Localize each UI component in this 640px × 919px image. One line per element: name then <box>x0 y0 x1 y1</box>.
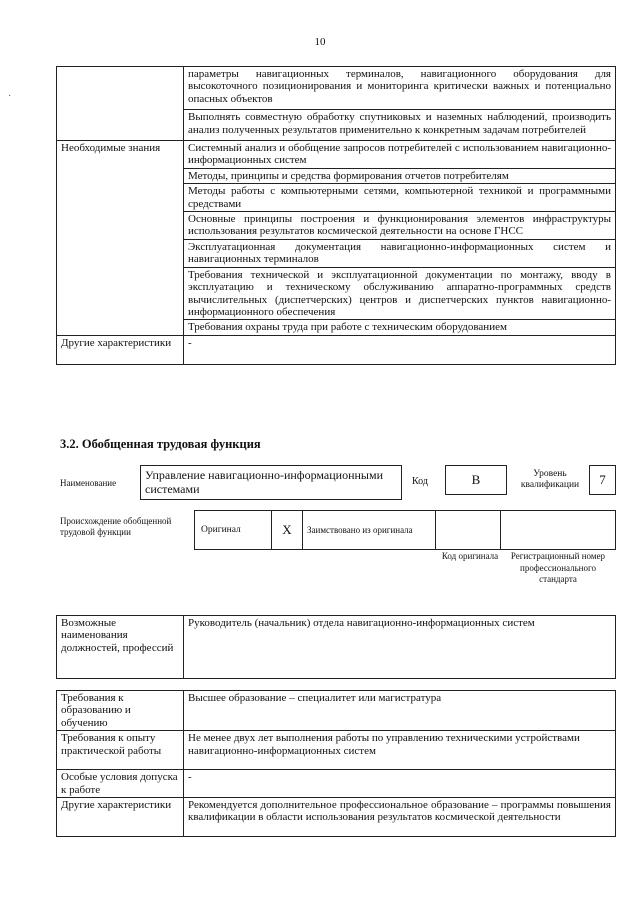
experience-label: Требования к опыту практической работы <box>57 731 184 770</box>
name-value: Управление навигационно-информационными системами <box>140 465 402 500</box>
knowledge-table <box>56 66 616 365</box>
table-row <box>57 67 616 110</box>
table-row <box>57 616 616 679</box>
table-cell: Требования технической и эксплуатационной документации по монтажу, вводу в эксплуатацию и техническому обслуживанию аппаратно-программных средств вычислительных (диспетчерских) центров и диспетчерских пунктов навигационно-информационного обеспечения <box>184 267 616 320</box>
table-row <box>57 770 616 798</box>
margin-mark: · <box>8 91 12 102</box>
conditions-label: Особые условия допуска к работе <box>57 770 184 798</box>
table-row <box>57 335 616 364</box>
experience-value: Не менее двух лет выполнения работы по управлению техническими устройствами навигационно-информационных систем <box>184 731 616 770</box>
level-label: Уровень квалификации <box>520 469 580 490</box>
table-cell: Эксплуатационная документация навигационно-информационных систем и навигационных терминалов <box>184 239 616 267</box>
positions-value: Руководитель (начальник) отдела навигационно-информационных систем <box>184 616 616 679</box>
positions-table <box>56 615 616 679</box>
table-row <box>57 141 616 169</box>
table-cell: Выполнять совместную обработку спутниковых и наземных наблюдений, производить анализ полученных результатов применительно к конкретным задачам потребителей <box>184 110 616 141</box>
row-label <box>57 67 184 141</box>
table-cell: Требования охраны труда при работе с техническим оборудованием <box>184 320 616 335</box>
code-original-caption: Код оригинала <box>441 551 499 561</box>
row-label-knowledge: Необходимые знания <box>57 141 184 336</box>
education-label: Требования к образованию и обучению <box>57 691 184 731</box>
requirements-table <box>56 690 616 837</box>
reg-number-box <box>501 511 616 550</box>
table-cell: параметры навигационных терминалов, навигационного оборудования для высокоточного позиционирования и мониторинга критически важных и потенциально опасных объектов <box>184 67 616 110</box>
table-row <box>57 731 616 770</box>
reg-number-caption: Регистрационный номер профессионального стандарта <box>510 551 606 584</box>
table-cell: Методы, принципы и средства формирования отчетов потребителям <box>184 168 616 183</box>
education-value: Высшее образование – специалитет или магистратура <box>184 691 616 731</box>
table-cell: Основные принципы построения и функционирования элементов инфраструктуры использования результатов космической деятельности на основе ГНСС <box>184 212 616 240</box>
code-value: B <box>445 465 507 495</box>
table-row <box>57 798 616 837</box>
other-value: Рекомендуется дополнительное профессиональное образование – программы повышения квалификации в области использования результатов космической деятельности <box>184 798 616 837</box>
row-label-other: Другие характеристики <box>57 335 184 364</box>
origin-table <box>194 510 616 550</box>
other-label: Другие характеристики <box>57 798 184 837</box>
table-cell: Методы работы с компьютерными сетями, компьютерной техникой и программными средствами <box>184 184 616 212</box>
table-cell: - <box>184 335 616 364</box>
level-value: 7 <box>589 465 616 495</box>
name-label: Наименование <box>60 478 117 488</box>
original-label: Оригинал <box>195 511 272 550</box>
page-number: 10 <box>314 36 326 48</box>
table-row <box>57 691 616 731</box>
table-cell: Системный анализ и обобщение запросов потребителей с использованием навигационно-информационных систем <box>184 141 616 169</box>
code-label: Код <box>412 476 428 487</box>
borrowed-label: Заимствовано из оригинала <box>303 511 436 550</box>
section-title: 3.2. Обобщенная трудовая функция <box>60 437 261 451</box>
original-mark: X <box>272 511 303 550</box>
code-original-box <box>436 511 501 550</box>
conditions-value: - <box>184 770 616 798</box>
positions-label: Возможные наименования должностей, профессий <box>57 616 184 679</box>
origin-label: Происхождение обобщенной трудовой функции <box>60 516 172 537</box>
